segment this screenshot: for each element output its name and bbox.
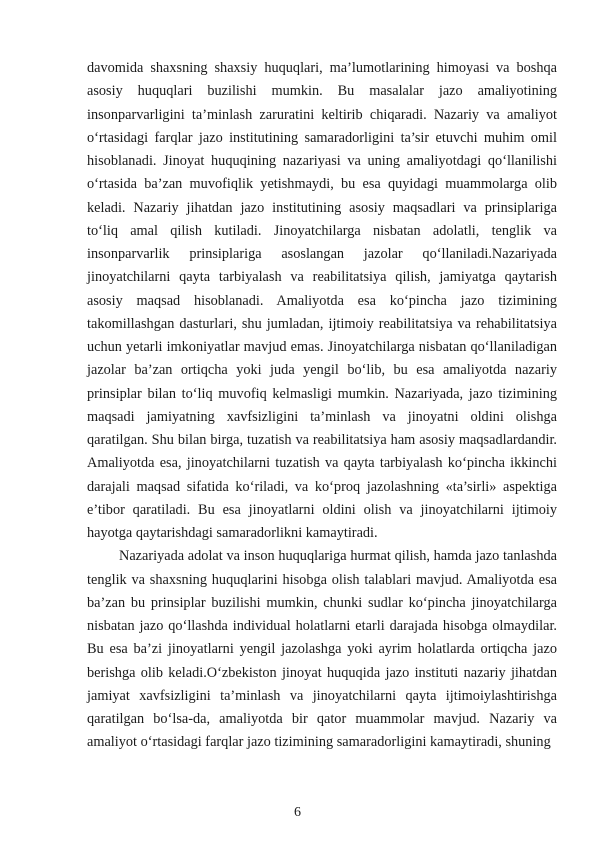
paragraph-2: Nazariyada adolat va inson huquqlariga hurmat qilish, hamda jazo tanlashda tenglik va shaxsning huquqlarini hisobga olish talablari mavjud. Amaliyotda esa ba’zan bu prinsiplar buzilishi mumkin, chunki sudlar ko‘pincha jinoyatchilarga nisbatan jazo qo‘llashda individual holatlarni etarli darajada hisobga olmaydilar. Bu esa ba’zi jinoyatlarni yengil jazolashga yoki ayrim holatlarda ortiqcha jazo berishga olib keladi.O‘zbekiston jinoyat huquqida jazo instituti nazariy jihatdan jamiyat xavfsizligini ta’minlash va jinoyatchilarni qayta ijtimoiylashtirishga qaratilgan bo‘lsa-da, amaliyotda bir qator muammolar mavjud. Nazariy va amaliyot o‘rtasidagi farqlar jazo tizimining samaradorligini kamaytiradi, shuning bbox=[87, 548, 557, 751]
page-number: 6 bbox=[294, 805, 301, 820]
paragraph-1: davomida shaxsning shaxsiy huquqlari, ma’lumotlarining himoyasi va boshqa asosiy huquqlari buzilishi mumkin. Bu masalalar jazo amaliyotining insonparvarligini ta’minlash zaruratini keltirib chiqaradi. Nazariy va amaliyot o‘rtasidagi farqlar jazo institutining samaradorligini ta’sir etuvchi muhim omil hisoblanadi. Jinoyat huquqining nazariyasi va uning amaliyotdagi qo‘llanilishi o‘rtasida ba’zan muvofiqlik yetishmaydi, bu esa quyidagi muammolarga olib keladi. Nazariy jihatdan jazo institutining asosiy maqsadlari va prinsiplariga to‘liq amal qilish kutiladi. Jinoyatchilarga nisbatan adolatli, tenglik va insonparvarlik prinsiplariga asoslangan jazolar qo‘llaniladi.Nazariyada jinoyatchilarni qayta tarbiyalash va reabilitatsiya qilish, jamiyatga qaytarish asosiy maqsad hisoblanadi. Amaliyotda esa ko‘pincha jazo tizimining takomillashgan dasturlari, shu jumladan, ijtimoiy reabilitatsiya va rehabilitatsiya uchun yetarli imkoniyatlar mavjud emas. Jinoyatchilarga nisbatan qo‘llaniladigan jazolar ba’zan ortiqcha yoki juda yengil bo‘lib, bu esa amaliyotda nazariy prinsiplar bilan to‘liq muvofiq kelmasligi mumkin. Nazariyada, jazo tizimining maqsadi jamiyatning xavfsizligini ta’minlash va jinoyatni oldini olishga qaratilgan. Shu bilan birga, tuzatish va reabilitatsiya ham asosiy maqsadlardandir. Amaliyotda esa, jinoyatchilarni tuzatish va qayta tarbiyalash ko‘pincha ikkinchi darajali maqsad sifatida ko‘riladi, va ko‘proq jazolashning «ta’sirli» aspektiga e’tibor qaratiladi. Bu esa jinoyatlarni oldini olish va jinoyatchilarni ijtimoiy hayotga qaytarishdagi samaradorlikni kamaytiradi. bbox=[87, 60, 557, 541]
body-text bbox=[87, 57, 557, 755]
